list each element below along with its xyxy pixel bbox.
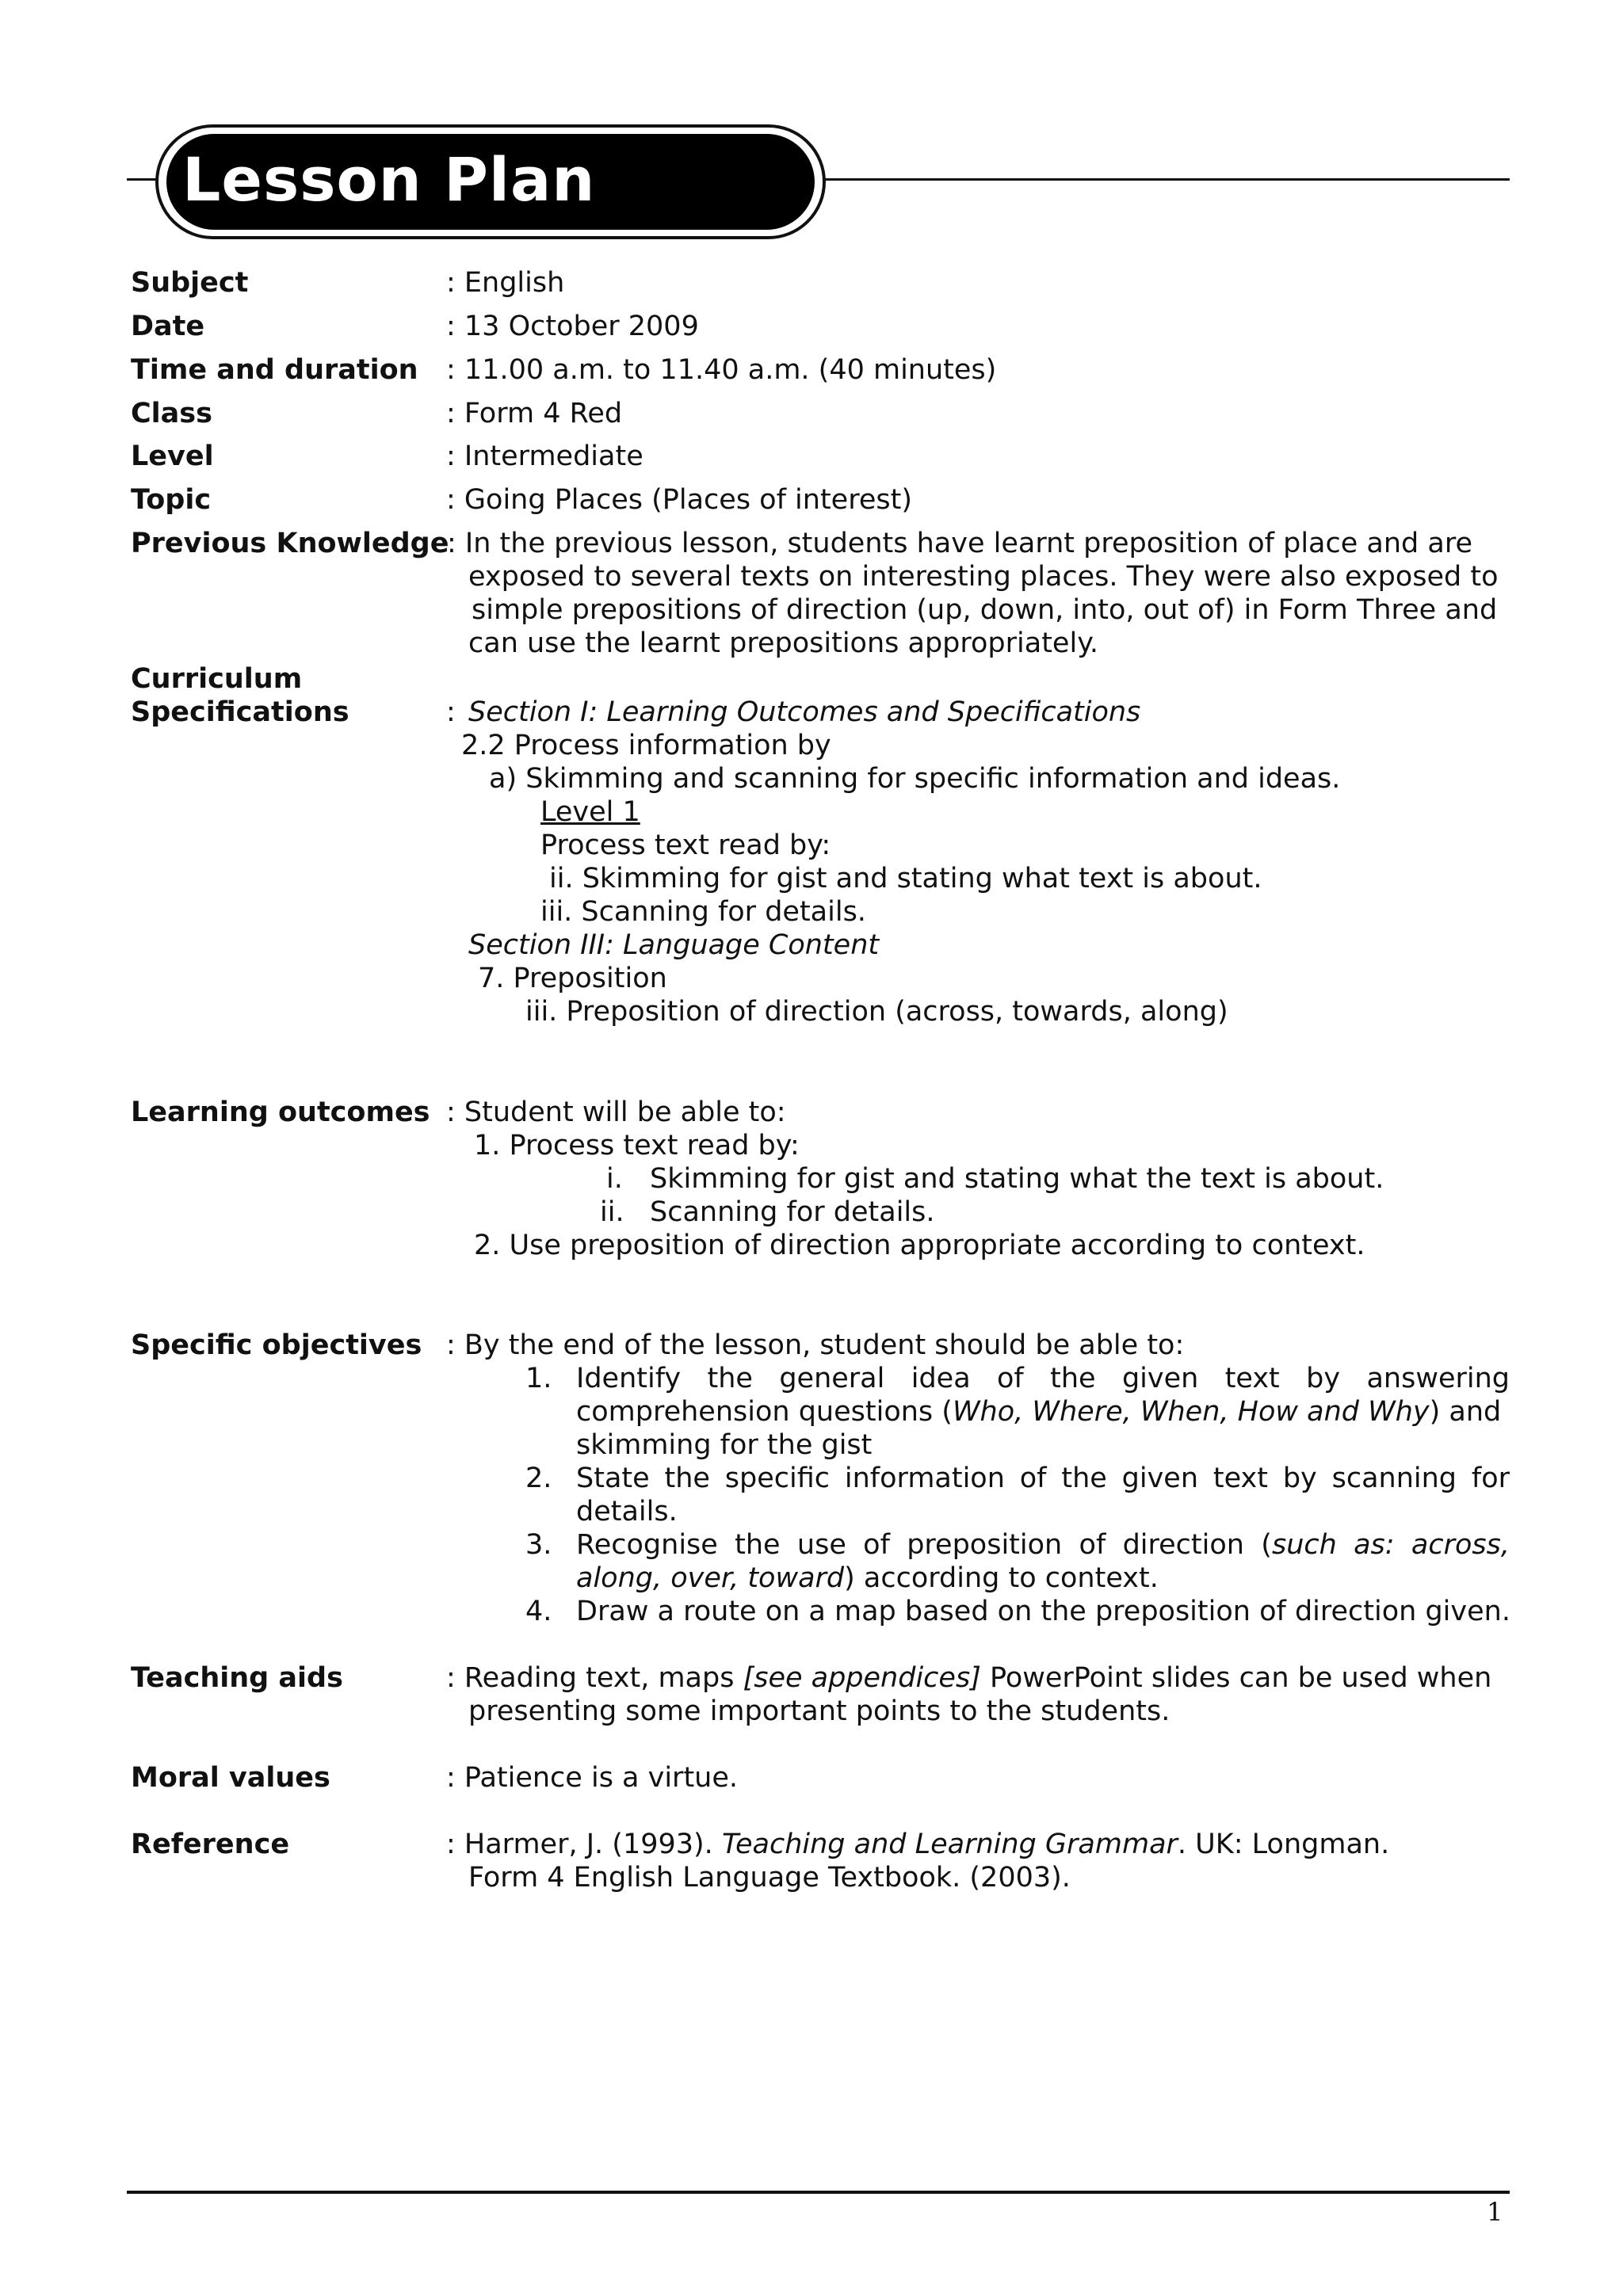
time-value: : 11.00 a.m. to 11.40 a.m. (40 minutes) xyxy=(446,354,997,386)
teaching-aids-line-1: : Reading text, maps [see appendices] PowerPoint slides can be used when xyxy=(446,1662,1492,1694)
curriculum-item-2-2: 2.2 Process information by xyxy=(461,730,831,761)
specific-objectives-label: Specific objectives xyxy=(131,1329,422,1361)
objective-number: 1. xyxy=(525,1363,552,1394)
footer-rule xyxy=(127,2191,1510,2194)
previous-knowledge-line: : In the previous lesson, students have learnt preposition of place and are xyxy=(447,528,1472,559)
curriculum-item-7: 7. Preposition xyxy=(478,963,667,994)
teaching-aids-line-2: presenting some important points to the students. xyxy=(468,1695,1170,1727)
learning-outcomes-intro: : Student will be able to: xyxy=(446,1097,786,1128)
objective-1-line-1: Identify the general idea of the given text by answering xyxy=(576,1363,1510,1394)
curriculum-item-ii: ii. Skimming for gist and stating what text is about. xyxy=(549,863,1262,894)
learning-outcomes-item-1: 1. Process text read by: xyxy=(474,1130,800,1161)
curriculum-item-iii: iii. Scanning for details. xyxy=(540,896,866,928)
learning-outcomes-sub-ii: Scanning for details. xyxy=(650,1196,935,1228)
reference-label: Reference xyxy=(131,1829,290,1860)
curriculum-label: Curriculum xyxy=(131,663,303,695)
level-value: : Intermediate xyxy=(446,441,643,472)
objective-2-line-1: State the specific information of the given text by scanning for xyxy=(576,1463,1510,1494)
curriculum-item-a: a) Skimming and scanning for specific information and ideas. xyxy=(489,763,1341,795)
class-value: : Form 4 Red xyxy=(446,398,623,429)
banner-title: Lesson Plan xyxy=(182,144,596,215)
curriculum-level-1: Level 1 xyxy=(540,796,640,828)
previous-knowledge-line: simple prepositions of direction (up, down, into, out of) in Form Three and xyxy=(472,594,1498,626)
curriculum-section-1: Section I: Learning Outcomes and Specifications xyxy=(468,696,1141,728)
curriculum-item-7-iii: iii. Preposition of direction (across, towards, along) xyxy=(525,996,1228,1028)
objective-4-line-1: Draw a route on a map based on the preposition of direction given. xyxy=(576,1596,1510,1627)
subject-value: : English xyxy=(446,267,565,299)
class-label: Class xyxy=(131,398,212,429)
topic-value: : Going Places (Places of interest) xyxy=(446,484,912,516)
learning-outcomes-sub-ii-number: ii. xyxy=(600,1196,624,1228)
specific-objectives-intro: : By the end of the lesson, student should be able to: xyxy=(446,1329,1185,1361)
page-number: 1 xyxy=(1487,2197,1503,2227)
learning-outcomes-sub-i-number: i. xyxy=(606,1163,623,1195)
time-label: Time and duration xyxy=(131,354,418,386)
objective-1-line-3: skimming for the gist xyxy=(576,1429,873,1461)
teaching-aids-label: Teaching aids xyxy=(131,1662,343,1694)
date-label: Date xyxy=(131,311,205,342)
curriculum-section-3: Section III: Language Content xyxy=(468,929,880,961)
objective-number: 2. xyxy=(525,1463,552,1494)
learning-outcomes-sub-i: Skimming for gist and stating what the text is about. xyxy=(650,1163,1384,1195)
objective-2-line-2: details. xyxy=(576,1496,678,1527)
objective-3-line-2: along, over, toward) according to context. xyxy=(576,1562,1159,1594)
curriculum-process: Process text read by: xyxy=(540,830,831,861)
subject-label: Subject xyxy=(131,267,249,299)
moral-values-value: : Patience is a virtue. xyxy=(446,1762,739,1794)
learning-outcomes-label: Learning outcomes xyxy=(131,1097,430,1128)
moral-values-label: Moral values xyxy=(131,1762,330,1794)
level-label: Level xyxy=(131,441,214,472)
date-value: : 13 October 2009 xyxy=(446,311,699,342)
previous-knowledge-line: can use the learnt prepositions appropriately. xyxy=(468,627,1099,659)
reference-line-1: : Harmer, J. (1993). Teaching and Learning Grammar. UK: Longman. xyxy=(446,1829,1390,1860)
objective-number: 3. xyxy=(525,1529,552,1561)
previous-knowledge-line: exposed to several texts on interesting places. They were also exposed to xyxy=(468,561,1499,593)
topic-label: Topic xyxy=(131,484,212,516)
previous-knowledge-label: Previous Knowledge xyxy=(131,528,449,559)
reference-line-2: Form 4 English Language Textbook. (2003). xyxy=(468,1862,1071,1894)
learning-outcomes-item-2: 2. Use preposition of direction appropriate according to context. xyxy=(474,1230,1365,1261)
specifications-label: Specifications xyxy=(131,696,349,728)
objective-3-line-1: Recognise the use of preposition of direction (such as: across, xyxy=(576,1529,1510,1561)
curriculum-colon: : xyxy=(446,696,456,728)
objective-number: 4. xyxy=(525,1596,552,1627)
objective-1-line-2: comprehension questions (Who, Where, When, How and Why) and xyxy=(576,1396,1502,1428)
